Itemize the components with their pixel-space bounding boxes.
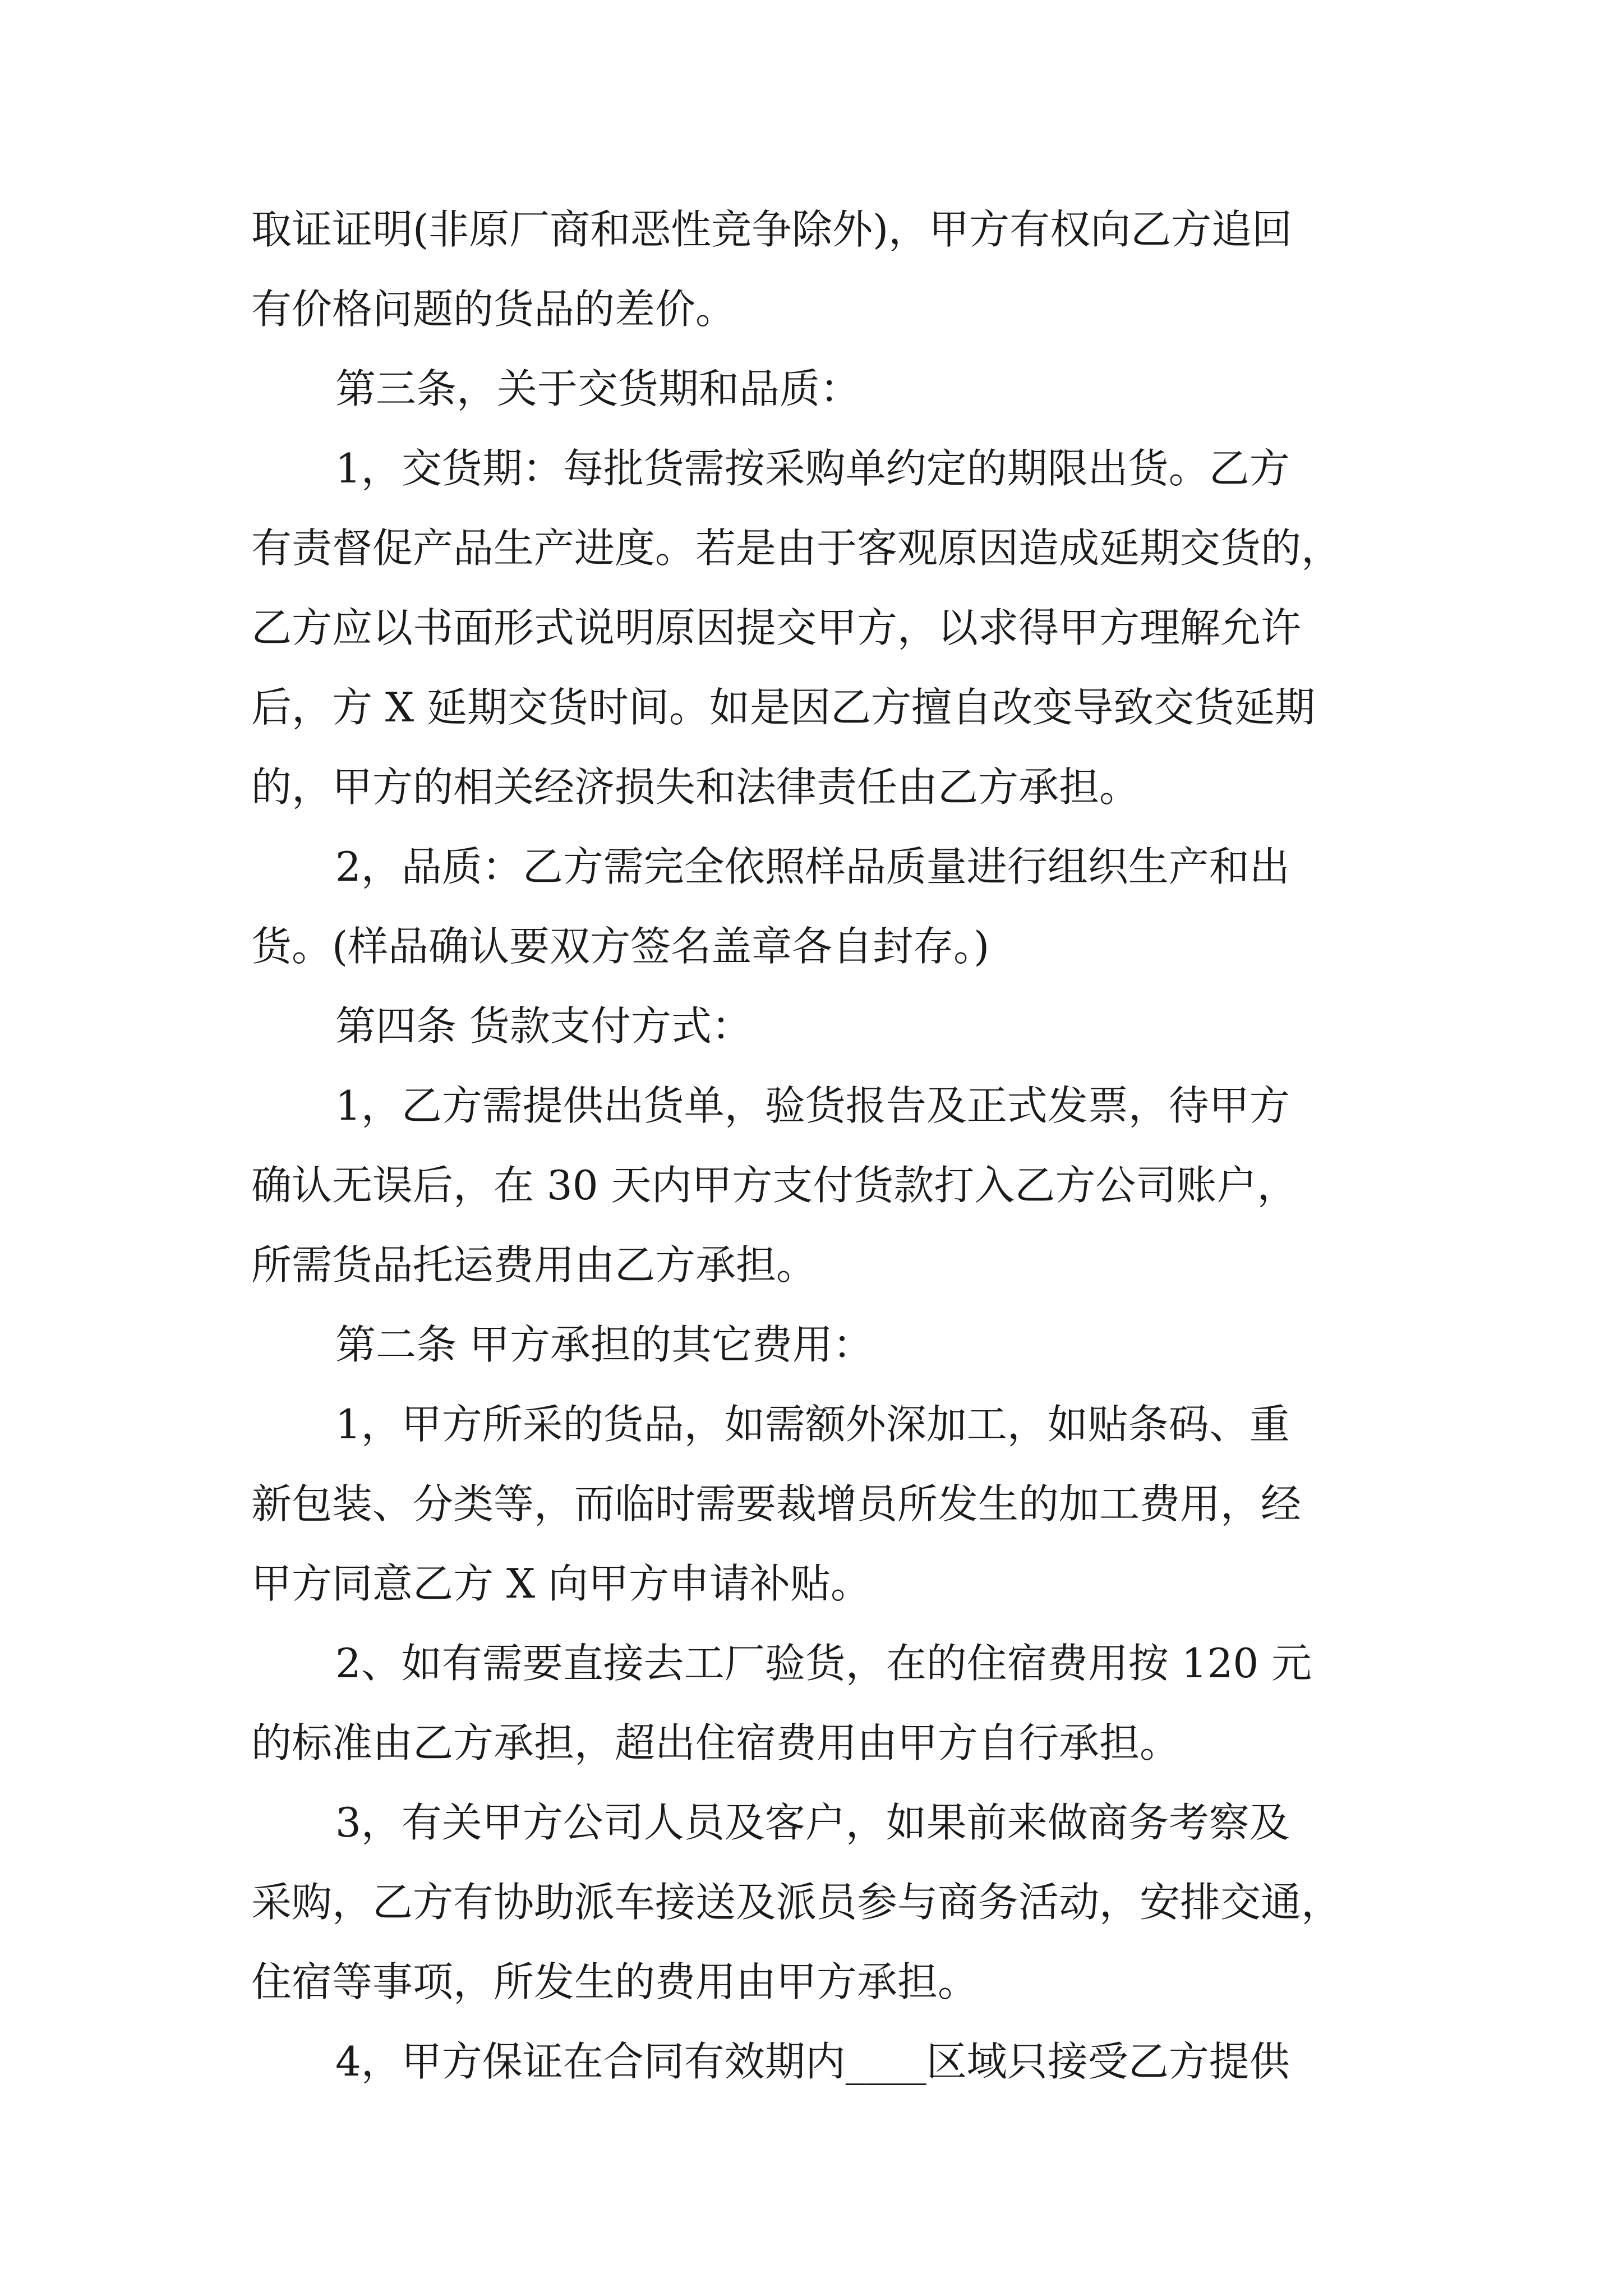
document-line: 有责督促产品生产进度。若是由于客观原因造成延期交货的， <box>251 524 1342 572</box>
document-line: 第四条 货款支付方式： <box>335 1002 752 1050</box>
document-line: 4，甲方保证在合同有效期内____区域只接受乙方提供 <box>335 2038 1290 2085</box>
document-line: 住宿等事项，所发生的费用由甲方承担。 <box>251 1958 979 2005</box>
document-line: 3，有关甲方公司人员及客户，如果前来做商务考察及 <box>335 1799 1290 1846</box>
document-line: 后，方 X 延期交货时间。如是因乙方擅自改变导致交货延期 <box>251 684 1316 731</box>
document-line: 第二条 甲方承担的其它费用： <box>335 1321 873 1368</box>
document-line: 乙方应以书面形式说明原因提交甲方，以求得甲方理解允许 <box>251 604 1302 651</box>
document-line: 货。(样品确认要双方签名盖章各自封存。) <box>251 923 990 970</box>
document-line: 的，甲方的相关经济损失和法律责任由乙方承担。 <box>251 763 1140 811</box>
document-line: 有价格问题的货品的差价。 <box>251 286 736 333</box>
document-line: 第三条，关于交货期和品质： <box>335 365 861 412</box>
document-line: 2、如有需要直接去工厂验货，在的住宿费用按 120 元 <box>335 1640 1312 1687</box>
document-line: 确认无误后，在 30 天内甲方支付货款打入乙方公司账户， <box>251 1162 1298 1209</box>
document-line: 甲方同意乙方 X 向甲方申请补贴。 <box>251 1560 872 1607</box>
document-line: 的标准由乙方承担，超出住宿费用由甲方自行承担。 <box>251 1719 1181 1766</box>
document-body <box>251 190 1373 2101</box>
document-line: 所需货品托运费用由乙方承担。 <box>251 1241 817 1289</box>
document-line: 1，交货期：每批货需按采购单约定的期限出货。乙方 <box>335 445 1290 492</box>
document-line: 2，品质：乙方需完全依照样品质量进行组织生产和出 <box>335 843 1290 890</box>
document-line: 新包装、分类等，而临时需要裁增员所发生的加工费用，经 <box>251 1480 1302 1527</box>
document-line: 取证证明(非原厂商和恶性竞争除外)，甲方有权向乙方追回 <box>251 206 1293 253</box>
document-line: 采购，乙方有协助派车接送及派员参与商务活动，安排交通， <box>251 1879 1342 1926</box>
document-line: 1，甲方所采的货品，如需额外深加工，如贴条码、重 <box>335 1401 1290 1448</box>
document-line: 1，乙方需提供出货单，验货报告及正式发票，待甲方 <box>335 1082 1290 1129</box>
